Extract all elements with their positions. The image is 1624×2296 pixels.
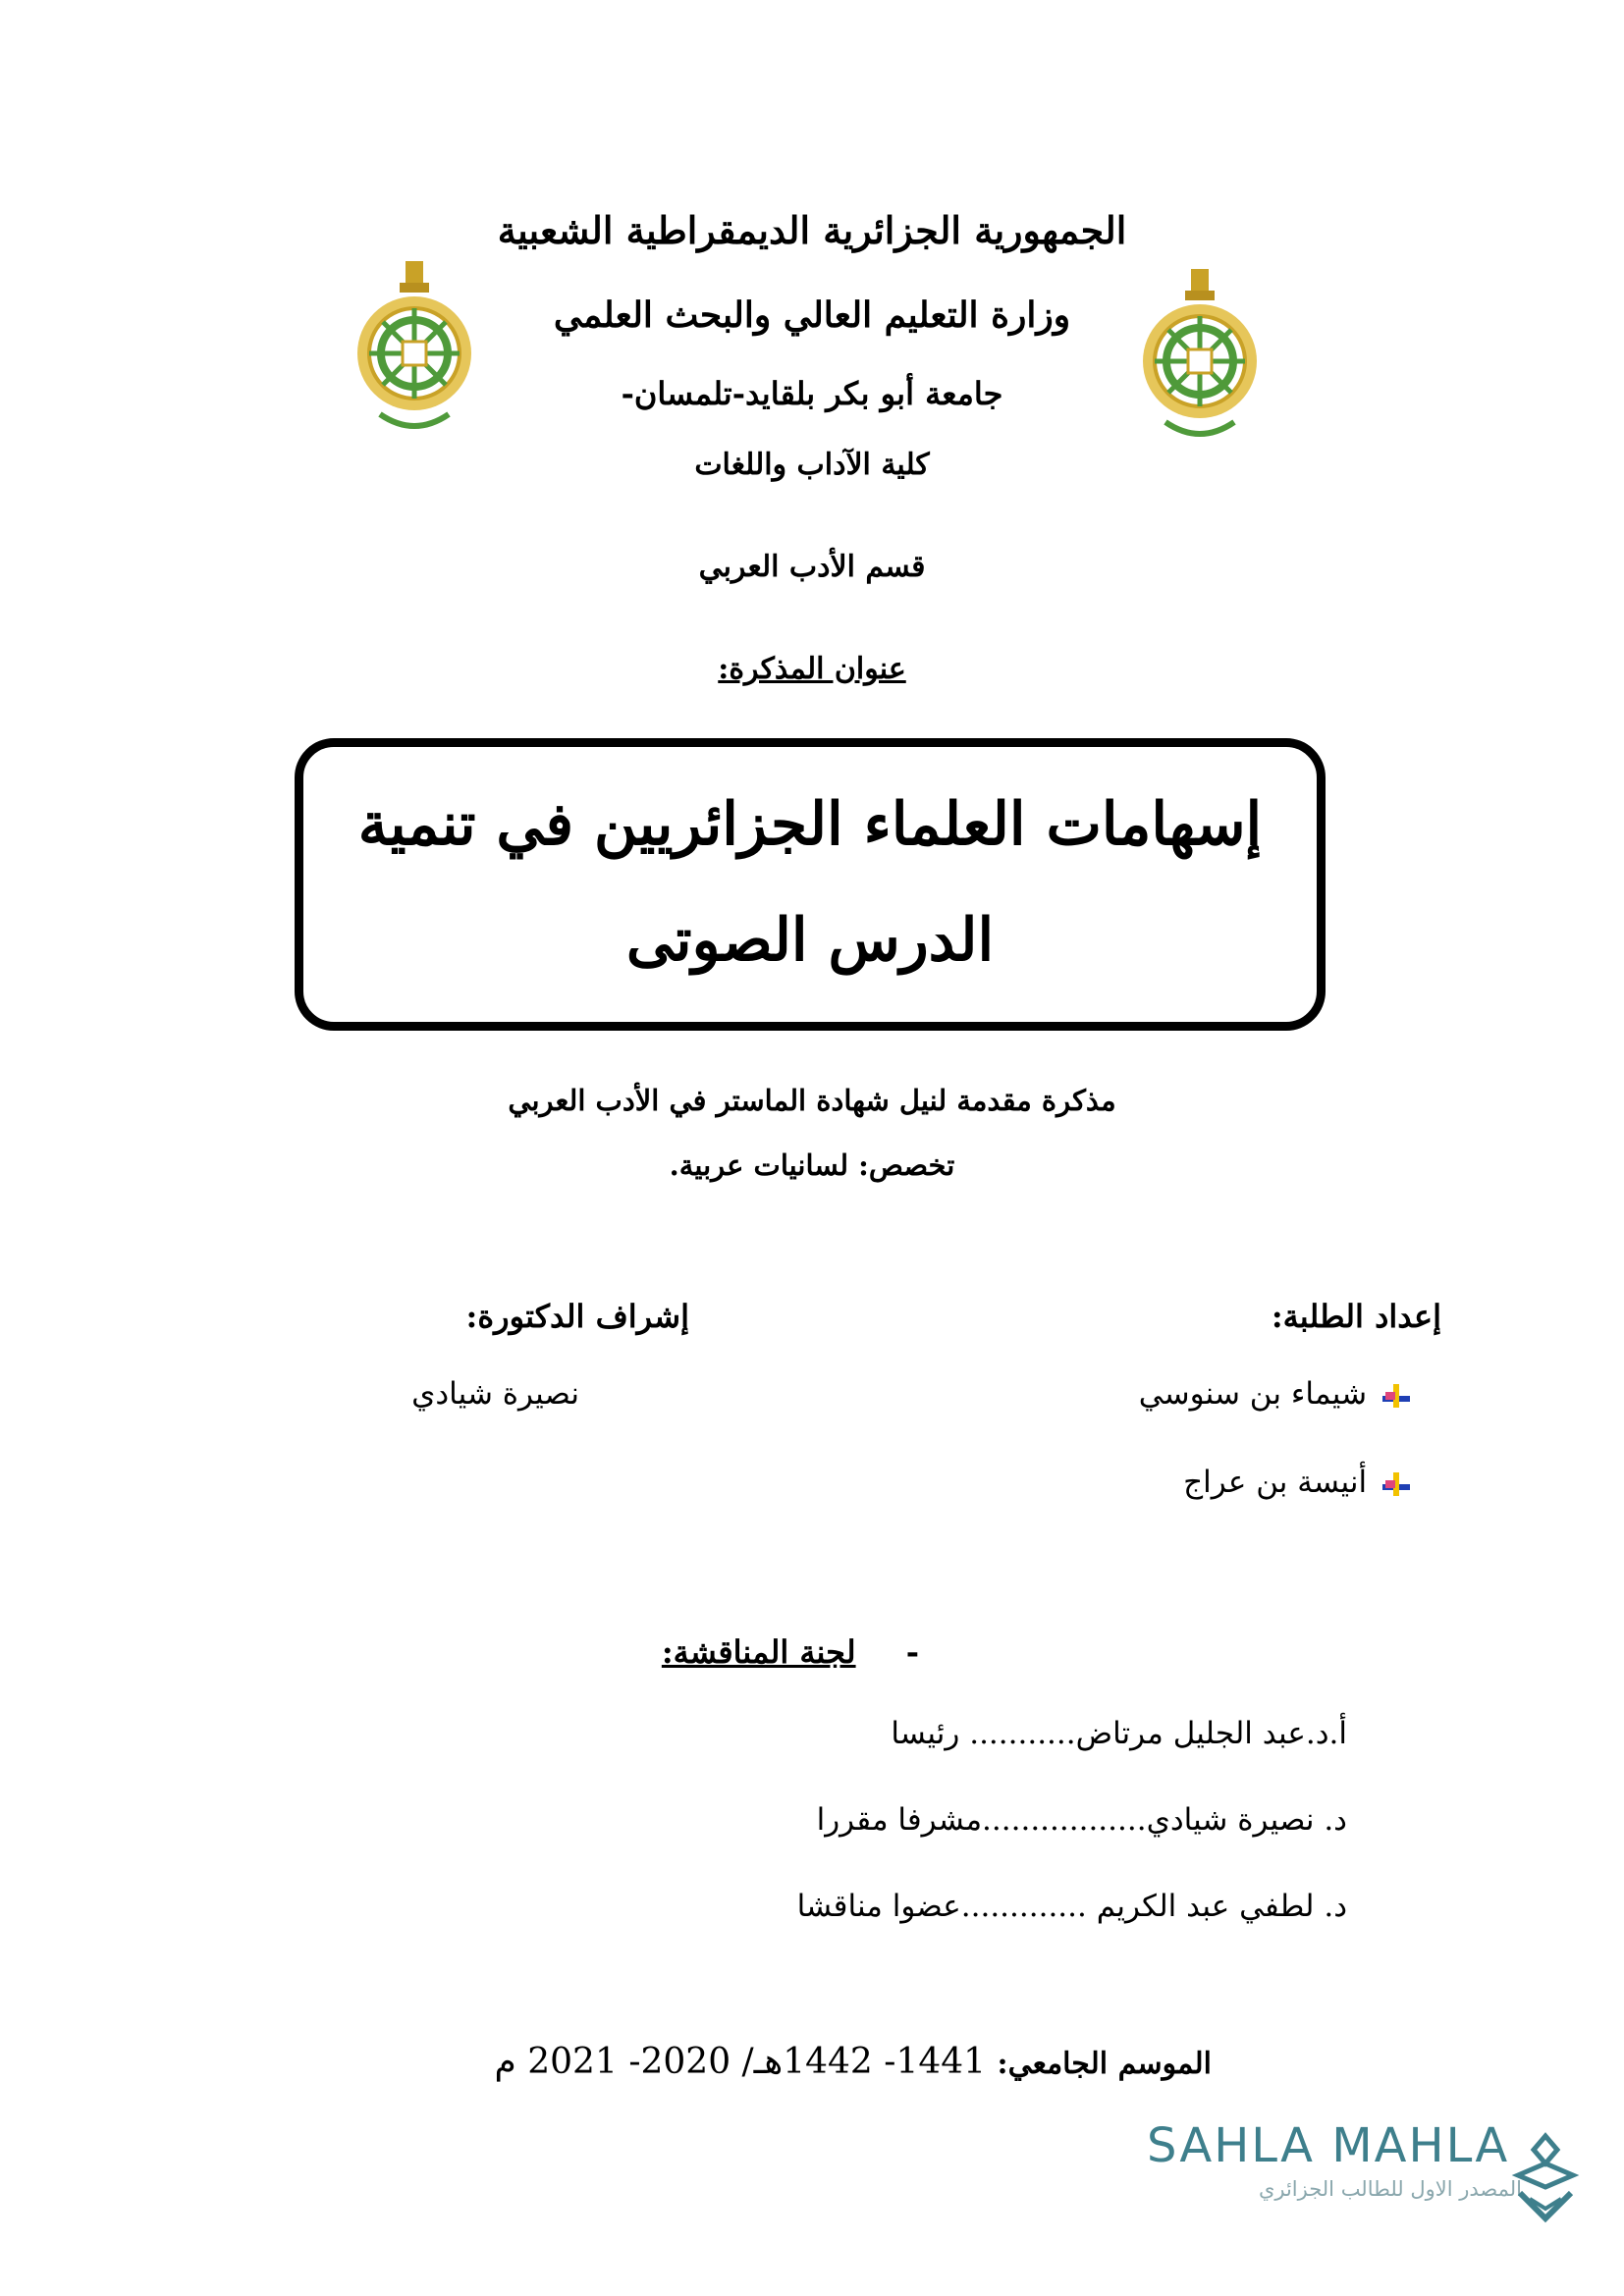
republic-name: الجمهورية الجزائرية الديمقراطية الشعبية bbox=[497, 208, 1127, 252]
university-emblem-left bbox=[341, 257, 488, 444]
university-name: جامعة أبو بكر بلقايد-تلمسان- bbox=[621, 375, 1003, 412]
watermark-tagline: المصدر الاول للطالب الجزائري bbox=[1258, 2177, 1522, 2201]
committee-dash: - bbox=[905, 1633, 919, 1671]
watermark-logo-text: SAHLA MAHLA bbox=[1147, 2118, 1510, 2173]
thesis-title-label: عنوان المذكرة: bbox=[718, 652, 906, 686]
bullet-icon bbox=[1382, 1470, 1410, 1498]
faculty-name: كلية الآداب واللغات bbox=[694, 448, 930, 482]
students-label: إعداد الطلبة: bbox=[1271, 1298, 1441, 1335]
supervisor-label: إشراف الدكتورة: bbox=[465, 1298, 689, 1335]
academic-year-label: الموسم الجامعي: bbox=[997, 2047, 1212, 2081]
thesis-title-line2: الدرس الصوتى bbox=[625, 906, 995, 975]
student-name-1: شيماء بن سنوسي bbox=[1139, 1376, 1410, 1412]
student-name-2: أنيسة بن عراج bbox=[1183, 1465, 1410, 1500]
specialty-text: تخصص: لسانيات عربية. bbox=[669, 1148, 955, 1182]
committee-label: لجنة المناقشة: bbox=[661, 1633, 856, 1671]
committee-heading bbox=[662, 1633, 919, 1671]
ministry-name: وزارة التعليم العالي والبحث العلمي bbox=[553, 294, 1071, 336]
committee-member-3: د. لطفي عبد الكريم .............عضوا مناقشا bbox=[796, 1889, 1347, 1924]
supervisor-name: نصيرة شيادي bbox=[411, 1376, 579, 1412]
academic-year bbox=[495, 2042, 1212, 2082]
thesis-title-box bbox=[295, 738, 1326, 1031]
committee-member-1: أ.د.عبد الجليل مرتاض........... رئيسا bbox=[891, 1716, 1347, 1751]
committee-member-2: د. نصيرة شيادي.................مشرفا مقررا bbox=[816, 1802, 1347, 1838]
watermark-logo-icon bbox=[1506, 2130, 1585, 2228]
department-name: قسم الأدب العربي bbox=[698, 550, 926, 584]
academic-year-value: 1441- 1442هـ/ 2020- 2021 م bbox=[494, 2042, 987, 2082]
university-emblem-right bbox=[1126, 265, 1273, 452]
bullet-icon bbox=[1382, 1382, 1410, 1410]
degree-text: مذكرة مقدمة لنيل شهادة الماستر في الأدب العربي bbox=[508, 1084, 1116, 1117]
thesis-title-line1: إسهامات العلماء الجزائريين في تنمية bbox=[357, 790, 1263, 859]
